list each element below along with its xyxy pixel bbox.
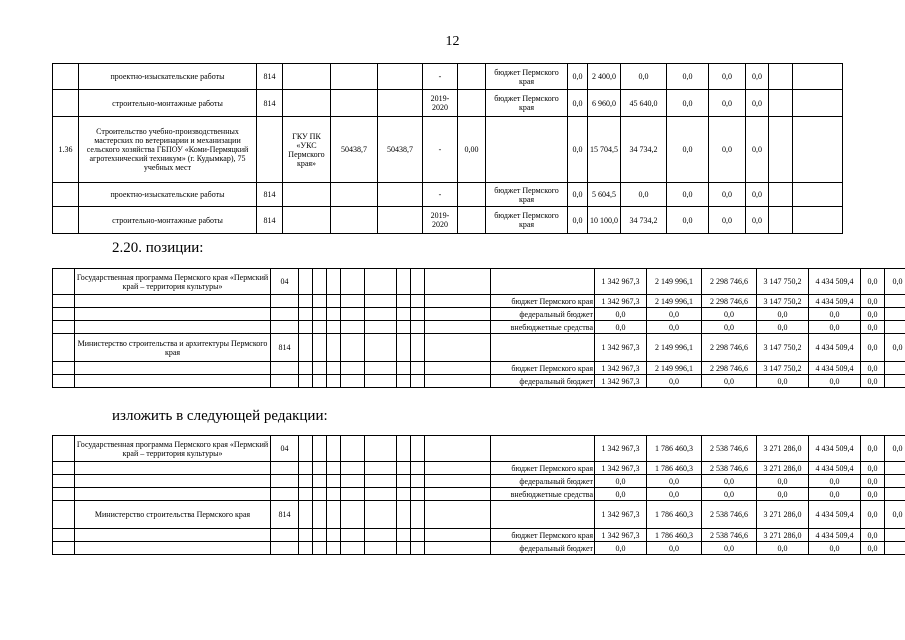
table-row: Государственная программа Пермского края «Пермский край – территория культуры» 04 1 342 967,3 2 149 996,1 2 298 746,6 3 147 750,2 4 434 509,4 0,0 0,0 [53, 269, 905, 295]
table-row: бюджет Пермского края 1 342 967,3 2 149 996,1 2 298 746,6 3 147 750,2 4 434 509,4 0,0 [53, 295, 905, 308]
section-heading-positions: 2.20. позиции: [112, 240, 204, 256]
table-objects [52, 63, 843, 234]
table-row: федеральный бюджет 0,0 0,0 0,0 0,0 0,0 0,0 [53, 542, 905, 555]
table-row: проектно-изыскательские работы 814 - бюджет Пермского края 0,0 5 604,5 0,0 0,0 0,0 0,0 [53, 183, 843, 207]
table-row: Министерство строительства Пермского края 814 1 342 967,3 1 786 460,3 2 538 746,6 3 271 286,0 4 434 509,4 0,0 0,0 [53, 501, 905, 529]
page-number: 12 [445, 34, 460, 49]
table-row: Государственная программа Пермского края «Пермский край – территория культуры» 04 1 342 967,3 1 786 460,3 2 538 746,6 3 271 286,0 4 434 509,4 0,0 0,0 [53, 436, 905, 462]
table-row: бюджет Пермского края 1 342 967,3 2 149 996,1 2 298 746,6 3 147 750,2 4 434 509,4 0,0 [53, 362, 905, 375]
table-row: федеральный бюджет 0,0 0,0 0,0 0,0 0,0 0,0 [53, 475, 905, 488]
table-row: 1.36 Строительство учебно-производственных мастерских по ветеринарии и механизации сельского хозяйства ГБПОУ «Коми-Пермяцкий агротехнический техникум» (г. Кудымкар), 75 учебных мест ГКУ ПК «УКС Пермского края» 50438,7 50438,7 - 0,00 0,0 15 704,5 34 734,2 0,0 0,0 0,0 [53, 117, 843, 183]
section-heading-new-edition: изложить в следующей редакции: [112, 408, 328, 424]
table-row: строительно-монтажные работы 814 2019-2020 бюджет Пермского края 0,0 10 100,0 34 734,2 0,0 0,0 0,0 [53, 207, 843, 234]
table-row: федеральный бюджет 0,0 0,0 0,0 0,0 0,0 0,0 [53, 308, 905, 321]
table-row: внебюджетные средства 0,0 0,0 0,0 0,0 0,0 0,0 [53, 321, 905, 334]
table-row: внебюджетные средства 0,0 0,0 0,0 0,0 0,0 0,0 [53, 488, 905, 501]
table-row: строительно-монтажные работы 814 2019-2020 бюджет Пермского края 0,0 6 960,0 45 640,0 0,0 0,0 0,0 [53, 90, 843, 117]
table-row: бюджет Пермского края 1 342 967,3 1 786 460,3 2 538 746,6 3 271 286,0 4 434 509,4 0,0 [53, 529, 905, 542]
table-positions-new [52, 435, 905, 555]
table-row: бюджет Пермского края 1 342 967,3 1 786 460,3 2 538 746,6 3 271 286,0 4 434 509,4 0,0 [53, 462, 905, 475]
table-row: Министерство строительства и архитектуры Пермского края 814 1 342 967,3 2 149 996,1 2 298 746,6 3 147 750,2 4 434 509,4 0,0 0,0 [53, 334, 905, 362]
table-row: проектно-изыскательские работы 814 - бюджет Пермского края 0,0 2 400,0 0,0 0,0 0,0 0,0 [53, 64, 843, 90]
table-row: федеральный бюджет 1 342 967,3 0,0 0,0 0,0 0,0 0,0 [53, 375, 905, 388]
table-positions-old [52, 268, 905, 388]
